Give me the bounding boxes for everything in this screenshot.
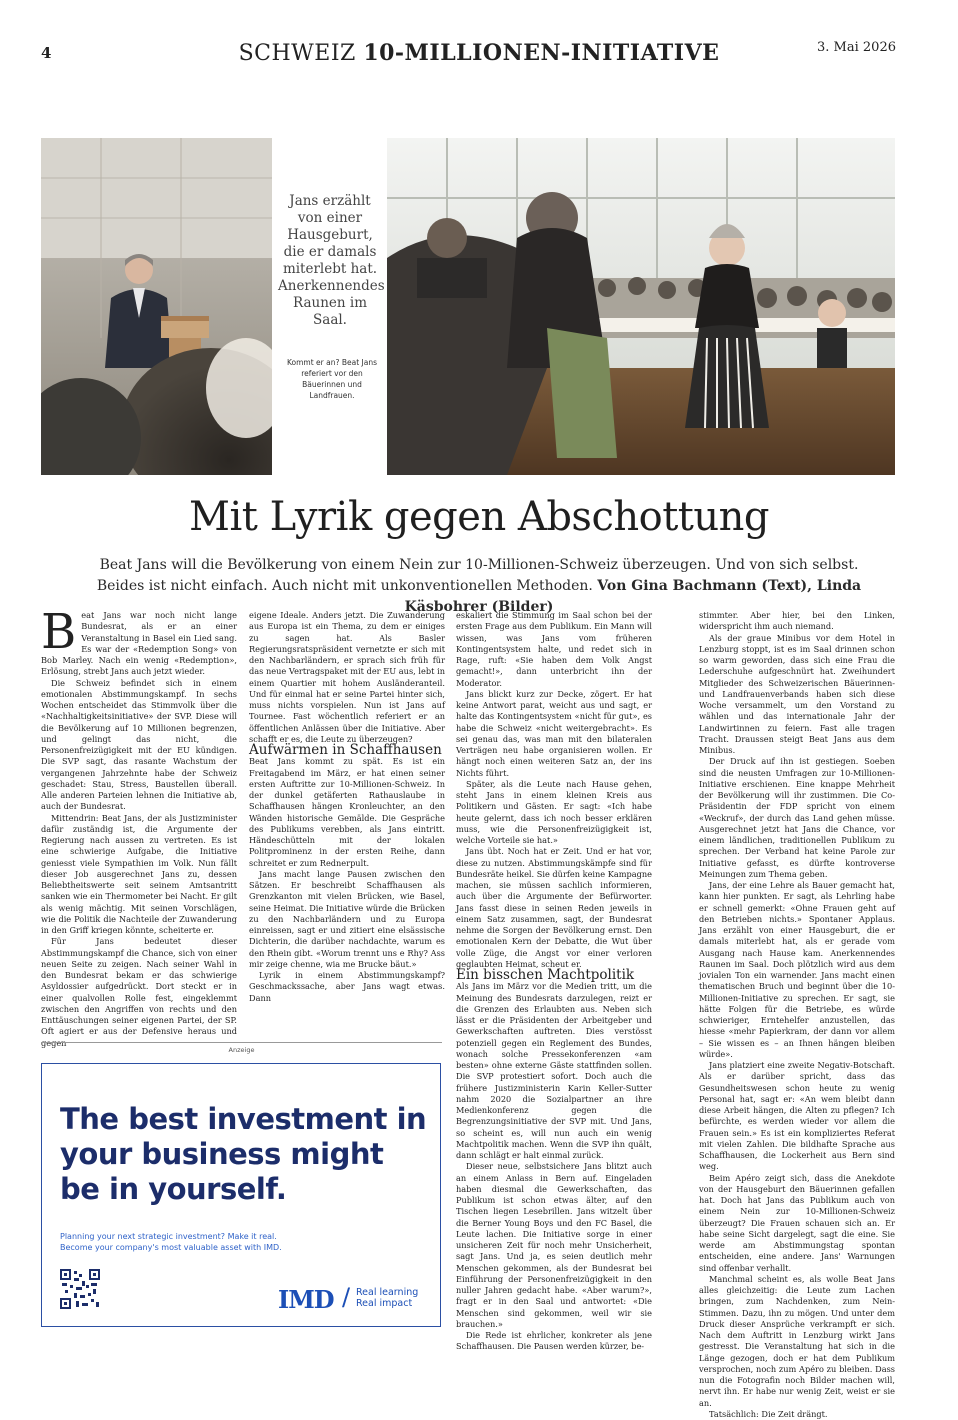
ad-label: Anzeige	[41, 1042, 442, 1054]
paragraph: Als der graue Minibus vor dem Hotel in Lenzburg stoppt, ist es im Saal drinnen schon so warm geworden, dass sich eine Frau die Lederschuhe aufgeschnürt hat. Zweihundert Mitglieder des Schweizerischen Bäuerinnen- und Landfrauenverbands haben sich diese Woche versammelt, um den Vorstand zu wählen und das internationale Jahr der Landwirtinnen zu feiern. Fast alle tragen Tracht. Draussen steigt Beat Jans aus dem Minibus.	[699, 632, 895, 755]
paragraph: Die Rede ist ehrlicher, konkreter als jene Schaffhausen. Die Pausen werden kürzer, be-	[456, 1330, 652, 1352]
paragraph: Tatsächlich: Die Zeit drängt.	[709, 1408, 828, 1419]
paragraph: Beim Apéro zeigt sich, dass die Anekdote von der Hausgeburt den Bäuerinnen gefallen hat. Doch hat Jans das Publikum auch von einem Nein zur 10-Millionen-Schweiz überzeugt? Die Frauen schauen sich an. Er habe seine Sicht dargelegt, sagt die eine. Sie werde am Abstimmungstag spontan entscheiden, eine andere. Jans' Warnungen sind offenbar verhallt.	[699, 1172, 895, 1273]
ad-subtext-line: Planning your next strategic investment? Make it real.	[60, 1232, 277, 1241]
qr-code-icon[interactable]	[60, 1269, 100, 1309]
paragraph: Dieser neue, selbstsichere Jans blitzt auch an einem Anlass in Bern auf. Eingeladen haben diesmal die Gewerkschaften, das Publikum ist schon etwas älter, auf den Tischen liegen Lesebrillen. Jans witzelt über die Berner Young Boys und den FC Basel, die Leute lachen. Die Initiative sorge in einer unsicheren Zeit für noch mehr Unsicherheit, sagt Jans. Und ja, es seien deutlich mehr Menschen gekommen, als der Bundesrat bei Einführung der Personenfreizügigkeit in den nuller Jahren gedacht habe. «Aber warum?», fragt er in den Saal und antwortet: «Die Menschen sind gekommen, weil wir sie brauchen.»	[456, 1161, 652, 1329]
ad-subtext	[60, 1231, 420, 1253]
article-headline: Mit Lyrik gegen Abschottung	[189, 494, 769, 540]
section-header	[0, 40, 958, 66]
paragraph: Jans, der eine Lehre als Bauer gemacht hat, kann hier punkten. Er sagt, als Lehrling habe er schnell gemerkt: «Ohne Frauen geht auf den Betrieben nichts.» Spontaner Applaus. Jans erzählt von einer Hausgeburt, die er damals miterlebt hat, als er gerade vom Ausgang nach Hause kam. Anerkennendes Raunen im Saal. Doch plötzlich wird aus dem jovialen Ton ein warnender. Jans macht einen thematischen Bruch und beginnt über die 10-Millionen-Initiative zu sprechen. Er sagt, sie hätte Folgen für die Betriebe, es würde schwieriger, Erntehelfer anzustellen, das hiesse «mehr Papierkram, der dann vor allem – Sie wissen es – an Ihnen hängen bleiben würde».	[699, 880, 895, 1059]
section-label: SCHWEIZ	[238, 41, 356, 66]
paragraph: Jans platziert eine zweite Negativ-Botschaft. Als er darüber spricht, dass das Gesundheitswesen schon heute zu wenig Personal hat, sagt er: «An wem bleibt dann diese Arbeit hängen, die Alten zu pflegen? Ich befürchte, es werden wieder vor allem die Frauen sein.» Es ist ein kompliziertes Referat mit vielen Zahlen. Die bildhafte Sprache aus Schaffhausen, die Lockerheit aus Bern sind weg.	[699, 1060, 895, 1172]
page-number: 4	[41, 44, 52, 62]
pull-quote: Jans erzählt von einer Hausgeburt, die er damals miterlebt hat. Anerkennendes Raunen im Saal.	[278, 193, 385, 328]
paragraph: Manchmal scheint es, als wolle Beat Jans alles gleichzeitig: die Leute zum Lachen bringen, zum Nachdenken, zum Nein-Stimmen. Dazu, ihn zu mögen. Und unter dem Druck dieser Ansprüche verkrampft er sich. Nach dem Auftritt in Lenzburg wirkt Jans gestresst. Die Veranstaltung hat sich in die Länge gezogen, doch er hat dem Publikum versprochen, noch zum Apéro zu bleiben. Dass nun die Fotografin noch Bilder machen will, nervt ihn. Er habe nur wenig Zeit, weist er sie an.	[699, 1273, 895, 1408]
paragraph: Jans übt. Noch hat er Zeit. Und er hat vor, diese zu nutzen. Abstimmungskämpfe sind für Bundesräte heikel. Sie dürfen keine Kampagne machen, sie müssen sachlich informieren, auch über die Argumente der Befürworter. Jans fasst diese in seinen Reden jeweils in einem Satz zusammen, sagt, der Bundesrat nehme die Sorgen der Bevölkerung ernst. Den emotionalen Kern der Debatte, die Wut über volle Züge, die Angst vor einer verloren geglaubten Heimat, scheut er.	[456, 846, 652, 969]
tagline-line: Real learning	[356, 1287, 419, 1298]
paragraph: Die Schweiz befindet sich in einem emotionalen Abstimmungskampf. In sechs Wochen entscheidet das Stimmvolk über die «Nachhaltigkeitsinitiative» der SVP. Diese will die Bevölkerung auf 10 Millionen begrenzen, und gelingt das nicht, die Personenfreizügigkeit mit der EU kündigen. Die SVP sagt, das rasante Wachstum der vergangenen Jahrzehnte habe der Schweiz geschadet: Stau, Stress, Baustellen überall. Alle anderen Parteien lehnen die Initiative ab, auch der Bundesrat.	[41, 677, 237, 812]
paragraph: Beat Jans kommt zu spät. Es ist ein Freitagabend im März, er hat einen seiner ersten Auftritte zur 10-Millionen-Schweiz. In der dunkel getäferten Rathauslaube in Schaffhausen hängen Kronleuchter, an den Wänden historische Gemälde. Die Gespräche des Publikums verebben, als Jans eintritt. Händeschütteln mit der lokalen Politprominenz in der ersten Reihe, dann schreitet er zum Rednerpult.	[249, 756, 445, 868]
paragraph: Für Jans bedeutet dieser Abstimmungskampf die Chance, sich von einer neuen Seite zu zeigen. Nach seiner Wahl in den Bundesrat bekam er das schwierige Asyldossier aufgedrückt. Dort steckt er in einer qualvollen Rolle fest, eingeklemmt zwischen den Angriffen von rechts und den Enttäuschungen seiner eigenen Partei, der SP. Oft agiert er aus der Defensive heraus und gegen	[41, 936, 237, 1048]
byline: Von Gina Bachmann (Text), Linda Käsbohrer (Bilder)	[404, 578, 862, 615]
paragraph	[41, 604, 237, 678]
lead-text: Beat Jans will die Bevölkerung von einem Nein zur 10-Millionen-Schweiz überzeugen. Und von sich selbst. Beides ist nicht einfach. Auch nicht mit unkonventionellen Methoden.	[96, 557, 859, 594]
paragraph: eskaliert die Stimmung im Saal schon bei der ersten Frage aus dem Publikum. Ein Mann will wissen, was Jans vom früheren Kontingentsystem halte, und redet sich in Rage, ruft: «Sie haben dem Volk Angst gemacht!», dann unterbricht ihn der Moderator.	[456, 610, 652, 688]
photo-caption: Kommt er an? Beat Jans referiert vor den Bäuerinnen und Landfrauen.	[286, 358, 377, 400]
topic-label: 10-MILLIONEN-INITIATIVE	[363, 40, 720, 66]
drop-cap: B	[41, 604, 77, 660]
paragraph: Als Jans im März vor die Medien tritt, um die Meinung des Bundesrats darzulegen, reizt er die Grenzen des Erlaubten aus. Neben sich lässt er die Präsidenten der Arbeitgeber und Gewerkschaften auftreten. Dies verstösst potenziell gegen ein Reglement des Bundes, wonach solche Pressekonferenzen «am besten» ohne externe Gäste stattfinden sollen. Die SVP protestiert sofort. Doch auch die frühere Justizministerin Karin Keller-Sutter nahm 2020 die Sozialpartner an ihre Medienkonferenz gegen die Begrenzungsinitiative der SVP mit. Und Jans, so scheint es, will nun auch ein wenig Machtpolitik machen. Wenn die SVP ihn quält, dann schlägt er halt einmal zurück.	[456, 981, 652, 1160]
paragraph: Jans macht lange Pausen zwischen den Sätzen. Er beschreibt Schaffhausen als Grenzkanton mit vielen Brücken, wie Basel, seine Heimat. Die Initiative würde die Brücken zu den Nachbarländern und zu Europa einreissen, sagt er und zitiert eine elsässische Dichterin, die darüber nachdachte, warum es den Rhein gibt. «Worum trennt uns e Rhy? Ass mir zeige chenne, wia me Brucke bäut.»	[249, 868, 445, 969]
paragraph: Lyrik in einem Abstimmungskampf? Geschmackssache, aber Jans wagt etwas. Dann	[249, 970, 445, 1003]
paragraph: Der Druck auf ihn ist gestiegen. Soeben sind die neusten Umfragen zur 10-Millionen-Initiative erschienen. Eine knappe Mehrheit der Bevölkerung will ihr zustimmen. Die Co-Präsidentin der FDP spricht von einem «Weckruf», der durch das Land gehen müsse. Ausgerechnet jetzt hat Jans die Chance, vor einem ländlichen, traditionellen Publikum zu sprechen. Der Verband hat keine Parole zur Initiative gefasst, es dürfte kontroverse Meinungen zum Thema geben.	[699, 756, 895, 879]
tagline-line: Real impact	[356, 1298, 413, 1309]
subheading: Aufwärmen in Schaffhausen	[249, 742, 442, 758]
subheading: Ein bisschen Machtpolitik	[456, 967, 635, 983]
paragraph-text: eat Jans war noch nicht lange Bundesrat, als er an einer Veranstaltung in Basel ein Lied sang. Es war der «Redemption Song» von Bob Marley. Nach ein wenig «Redemption», Erlösung, strebt Jans auch jetzt wieder.	[41, 610, 237, 677]
article-column-1	[41, 604, 237, 1049]
paragraph: Später, als die Leute nach Hause gehen, steht Jans in einem kleinen Kreis aus Politikern und Gästen. Er sagt: «Ich habe heute gelernt, dass ich noch besser erklären muss, wie die Personenfreizügigkeit ist, welche Vorteile sie hat.»	[456, 778, 652, 845]
photo-audience	[387, 138, 895, 475]
imd-logo: IMD	[278, 1285, 334, 1314]
paragraph: Mittendrin: Beat Jans, der als Justizminister dafür zuständig ist, die Argumente der Regierung nach aussen zu vertreten. Es ist eine schwierige Aufgabe, die Initiative geniesst viele Sympathien im Volk. Nun fällt dieser Job ausgerechnet Jans zu, dessen Beliebtheitswerte seit seinem Amtsantritt sanken wie ein Thermometer bei Nacht. Er gilt als wenig mächtig. Mit seinen Vorschlägen, wie die Politik die Nachteile der Zuwanderung in den Griff kriegen könnte, scheiterte er.	[41, 812, 237, 935]
article-column-2	[249, 610, 445, 1004]
paragraph: Jans blickt kurz zur Decke, zögert. Er hat keine Antwort parat, weicht aus und sagt, er halte das Kontingentsystem «nicht für gut», es habe die Schweiz «nicht weitergebracht». Es sei genau das, was man mit den bilateralen Verträgen neu habe organisieren wollen. Er hängt noch einen weiteren Satz an, der ins Nichts führt.	[456, 688, 652, 778]
paragraph: stimmter. Aber hier, bei den Linken, widerspricht ihm auch niemand.	[699, 610, 895, 632]
article-column-3	[456, 610, 652, 1353]
ad-subtext-line: Become your company's most valuable asset with IMD.	[60, 1243, 282, 1252]
ad-headline: The best investment in your business might be in yourself.	[60, 1102, 427, 1206]
article-column-4	[699, 610, 895, 1420]
paragraph: eigene Ideale. Anders jetzt. Die Zuwanderung aus Europa ist ein Thema, zu dem er einiges zu sagen hat. Als Basler Regierungsratspräsident vernetzte er sich mit den Nachbarländern, er sprach sich früh für das neue Vertragspaket mit der EU aus, lebt in einem Quartier mit hohem Ausländeranteil. Und für einmal hat er seine Partei hinter sich, muss nichts vorspielen. Nun ist Jans auf Tournee. Fast wöchentlich referiert er an öffentlichen Anlässen über die Initiative. Aber schafft er es, die Leute zu überzeugen?	[249, 610, 445, 744]
issue-date: 3. Mai 2026	[817, 40, 896, 55]
advertisement[interactable]	[41, 1063, 441, 1327]
slash-divider-icon: /	[342, 1283, 351, 1311]
photo-speaker	[41, 138, 272, 475]
ad-tagline	[356, 1287, 418, 1309]
article-lead	[80, 555, 878, 618]
